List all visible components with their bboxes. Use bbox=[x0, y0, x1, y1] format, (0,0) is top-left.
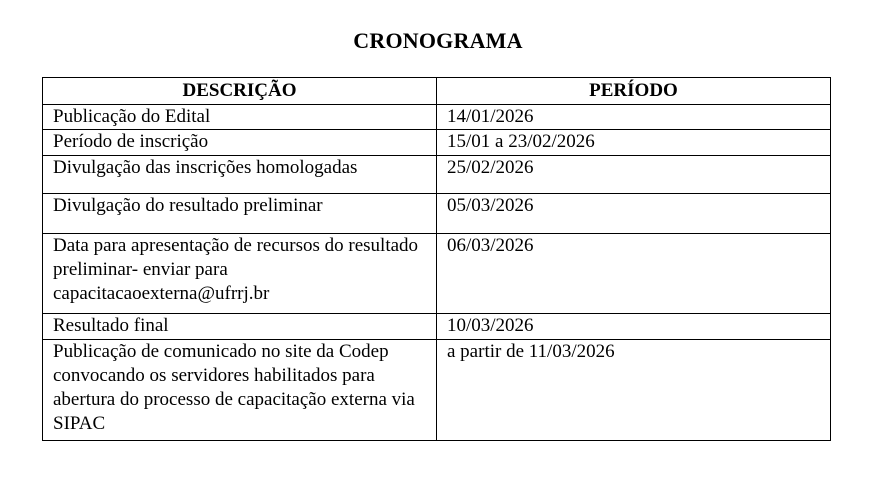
row-description: Resultado final bbox=[43, 314, 437, 340]
row-description: Divulgação das inscrições homologadas bbox=[43, 156, 437, 194]
table-header-row bbox=[43, 78, 831, 105]
column-header-period: PERÍODO bbox=[437, 78, 831, 105]
row-period: 14/01/2026 bbox=[437, 105, 831, 130]
table-row bbox=[43, 234, 831, 314]
table-row bbox=[43, 105, 831, 130]
column-header-description: DESCRIÇÃO bbox=[43, 78, 437, 105]
schedule-table bbox=[42, 77, 831, 441]
row-period: 05/03/2026 bbox=[437, 194, 831, 234]
row-period: 06/03/2026 bbox=[437, 234, 831, 314]
table-row bbox=[43, 314, 831, 340]
row-description: Publicação de comunicado no site da Codep convocando os servidores habilitados para abertura do processo de capacitação externa via SIPAC bbox=[43, 340, 437, 441]
row-period: 10/03/2026 bbox=[437, 314, 831, 340]
row-period: 15/01 a 23/02/2026 bbox=[437, 130, 831, 156]
table-row bbox=[43, 156, 831, 194]
row-description: Período de inscrição bbox=[43, 130, 437, 156]
table-row bbox=[43, 340, 831, 441]
row-description: Publicação do Edital bbox=[43, 105, 437, 130]
row-description: Divulgação do resultado preliminar bbox=[43, 194, 437, 234]
table-row bbox=[43, 130, 831, 156]
table-row bbox=[43, 194, 831, 234]
row-description: Data para apresentação de recursos do resultado preliminar- enviar para capacitacaoexterna@ufrrj.br bbox=[43, 234, 437, 314]
row-period: 25/02/2026 bbox=[437, 156, 831, 194]
page-title: CRONOGRAMA bbox=[353, 28, 523, 53]
row-period: a partir de 11/03/2026 bbox=[437, 340, 831, 441]
